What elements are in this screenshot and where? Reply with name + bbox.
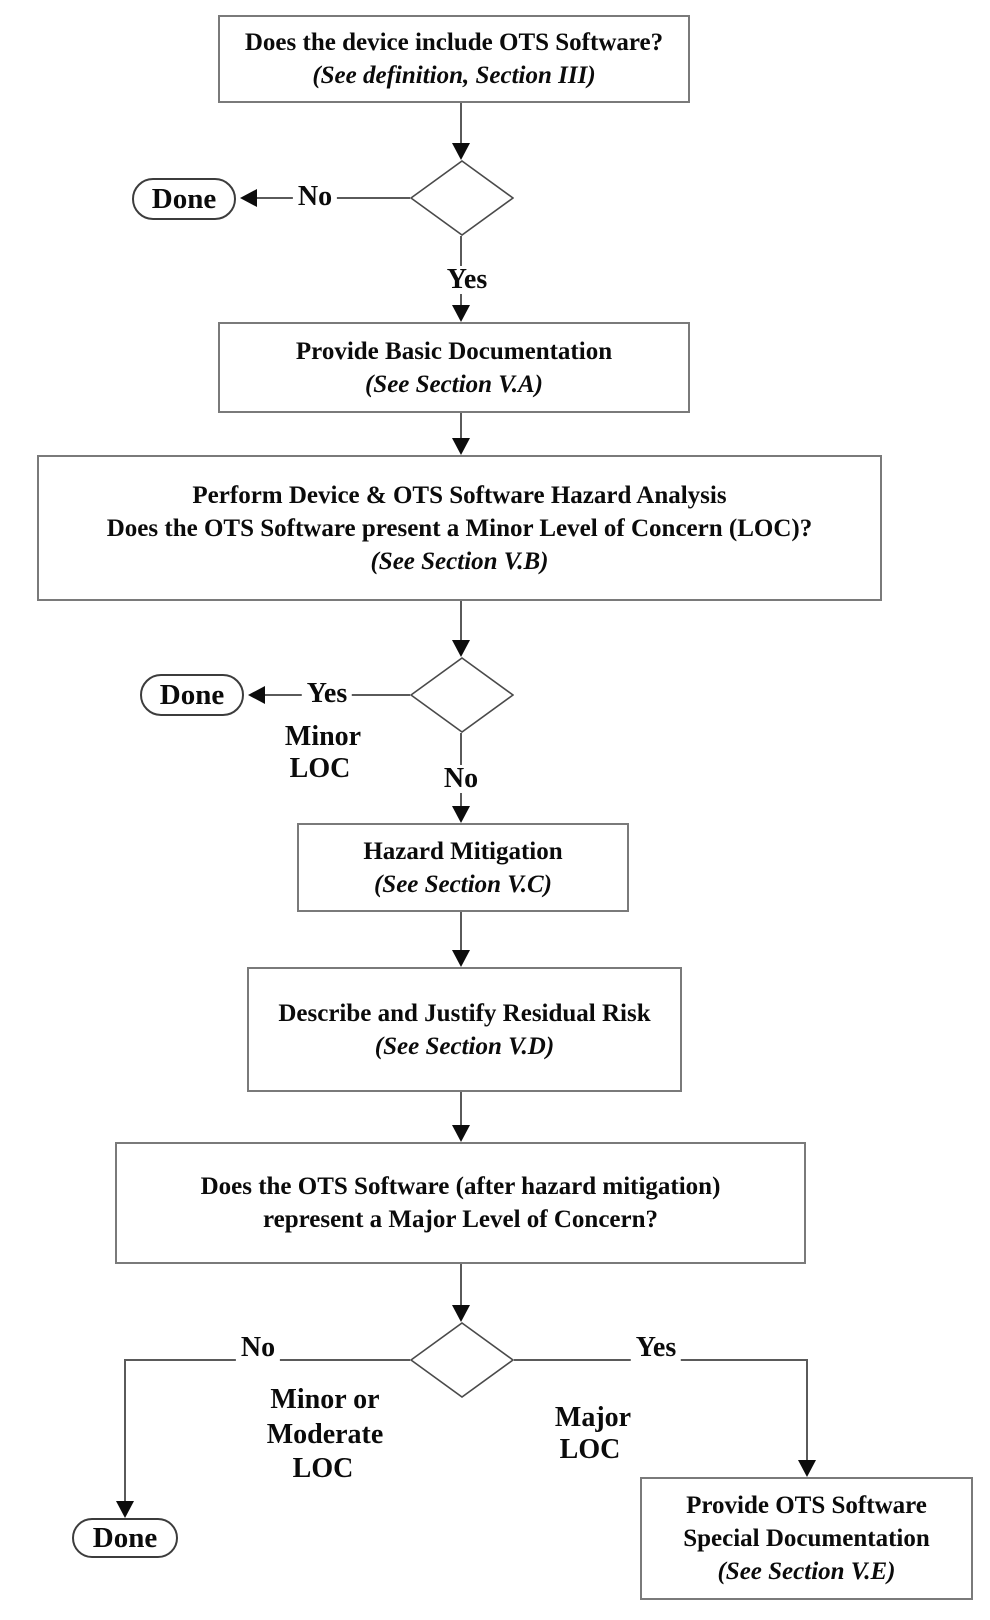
- process-text-line1: Provide OTS Software: [686, 1492, 927, 1519]
- question-text: Does the device include OTS Software?: [244, 29, 664, 56]
- arrowhead-icon: [452, 1125, 470, 1142]
- arrowhead-icon: [452, 438, 470, 455]
- process-box-basic-documentation: [218, 322, 690, 413]
- process-box-hazard-mitigation: [297, 823, 629, 912]
- arrowhead-icon: [798, 1460, 816, 1477]
- connector-line: [460, 912, 462, 953]
- connector-line: [124, 1359, 126, 1504]
- arrowhead-icon: [116, 1501, 134, 1518]
- edge-label-major-loc: Major: [550, 1404, 636, 1432]
- terminator-label: Done: [159, 678, 225, 711]
- connector-line: [460, 1092, 462, 1128]
- terminator-done-3: [72, 1518, 178, 1558]
- edge-label-no: No: [439, 765, 483, 793]
- connector-line: [806, 1359, 808, 1463]
- question-text-line1: Does the OTS Software (after hazard mitigation): [200, 1173, 721, 1200]
- process-box-special-documentation: [640, 1477, 973, 1600]
- edge-label-minor-loc: LOC: [285, 755, 356, 783]
- section-reference: (See Section V.A): [364, 370, 543, 398]
- section-reference: (See definition, Section III): [312, 62, 596, 89]
- terminator-done-2: [140, 674, 244, 716]
- process-box-hazard-analysis: [37, 455, 882, 601]
- terminator-label: Done: [151, 182, 217, 215]
- edge-label-no: No: [293, 183, 337, 211]
- decision-diamond-major-loc: [410, 1322, 514, 1398]
- section-reference: (See Section V.B): [370, 547, 549, 575]
- edge-label-minor-moderate-loc: Moderate: [262, 1421, 389, 1449]
- arrowhead-icon: [248, 686, 265, 704]
- process-text-line1: Perform Device & OTS Software Hazard Analysis: [192, 481, 727, 509]
- terminator-label: Done: [92, 1521, 158, 1554]
- decision-diamond-include-ots: [410, 160, 514, 236]
- process-text: Hazard Mitigation: [363, 837, 563, 865]
- arrowhead-icon: [452, 640, 470, 657]
- edge-label-yes: Yes: [442, 266, 492, 294]
- arrowhead-icon: [452, 806, 470, 823]
- process-text-line2: Special Documentation: [683, 1525, 930, 1552]
- section-reference: (See Section V.E): [717, 1558, 896, 1585]
- edge-label-major-loc: LOC: [555, 1436, 626, 1464]
- arrowhead-icon: [452, 143, 470, 160]
- process-box-residual-risk: [247, 967, 682, 1092]
- decision-diamond-minor-loc: [410, 657, 514, 733]
- connector-line: [460, 601, 462, 643]
- question-box-include-ots: [218, 15, 690, 103]
- arrowhead-icon: [452, 1305, 470, 1322]
- edge-label-no: No: [236, 1334, 280, 1362]
- edge-label-yes: Yes: [302, 680, 352, 708]
- connector-line: [460, 413, 462, 441]
- edge-label-minor-loc: Minor: [280, 723, 366, 751]
- arrowhead-icon: [452, 305, 470, 322]
- edge-label-minor-moderate-loc: Minor or: [265, 1386, 384, 1414]
- process-text-line2: Does the OTS Software present a Minor Level of Concern (LOC)?: [106, 514, 813, 542]
- process-text: Describe and Justify Residual Risk: [278, 999, 651, 1027]
- question-text-line2: represent a Major Level of Concern?: [262, 1206, 659, 1233]
- connector-line: [460, 1264, 462, 1308]
- terminator-done-1: [132, 178, 236, 220]
- connector-line: [460, 103, 462, 146]
- question-box-major-loc: [115, 1142, 806, 1264]
- edge-label-yes: Yes: [631, 1334, 681, 1362]
- arrowhead-icon: [452, 950, 470, 967]
- edge-label-minor-moderate-loc: LOC: [288, 1455, 359, 1483]
- process-text: Provide Basic Documentation: [295, 337, 613, 365]
- section-reference: (See Section V.D): [374, 1032, 555, 1060]
- section-reference: (See Section V.C): [373, 870, 552, 898]
- arrowhead-icon: [240, 189, 257, 207]
